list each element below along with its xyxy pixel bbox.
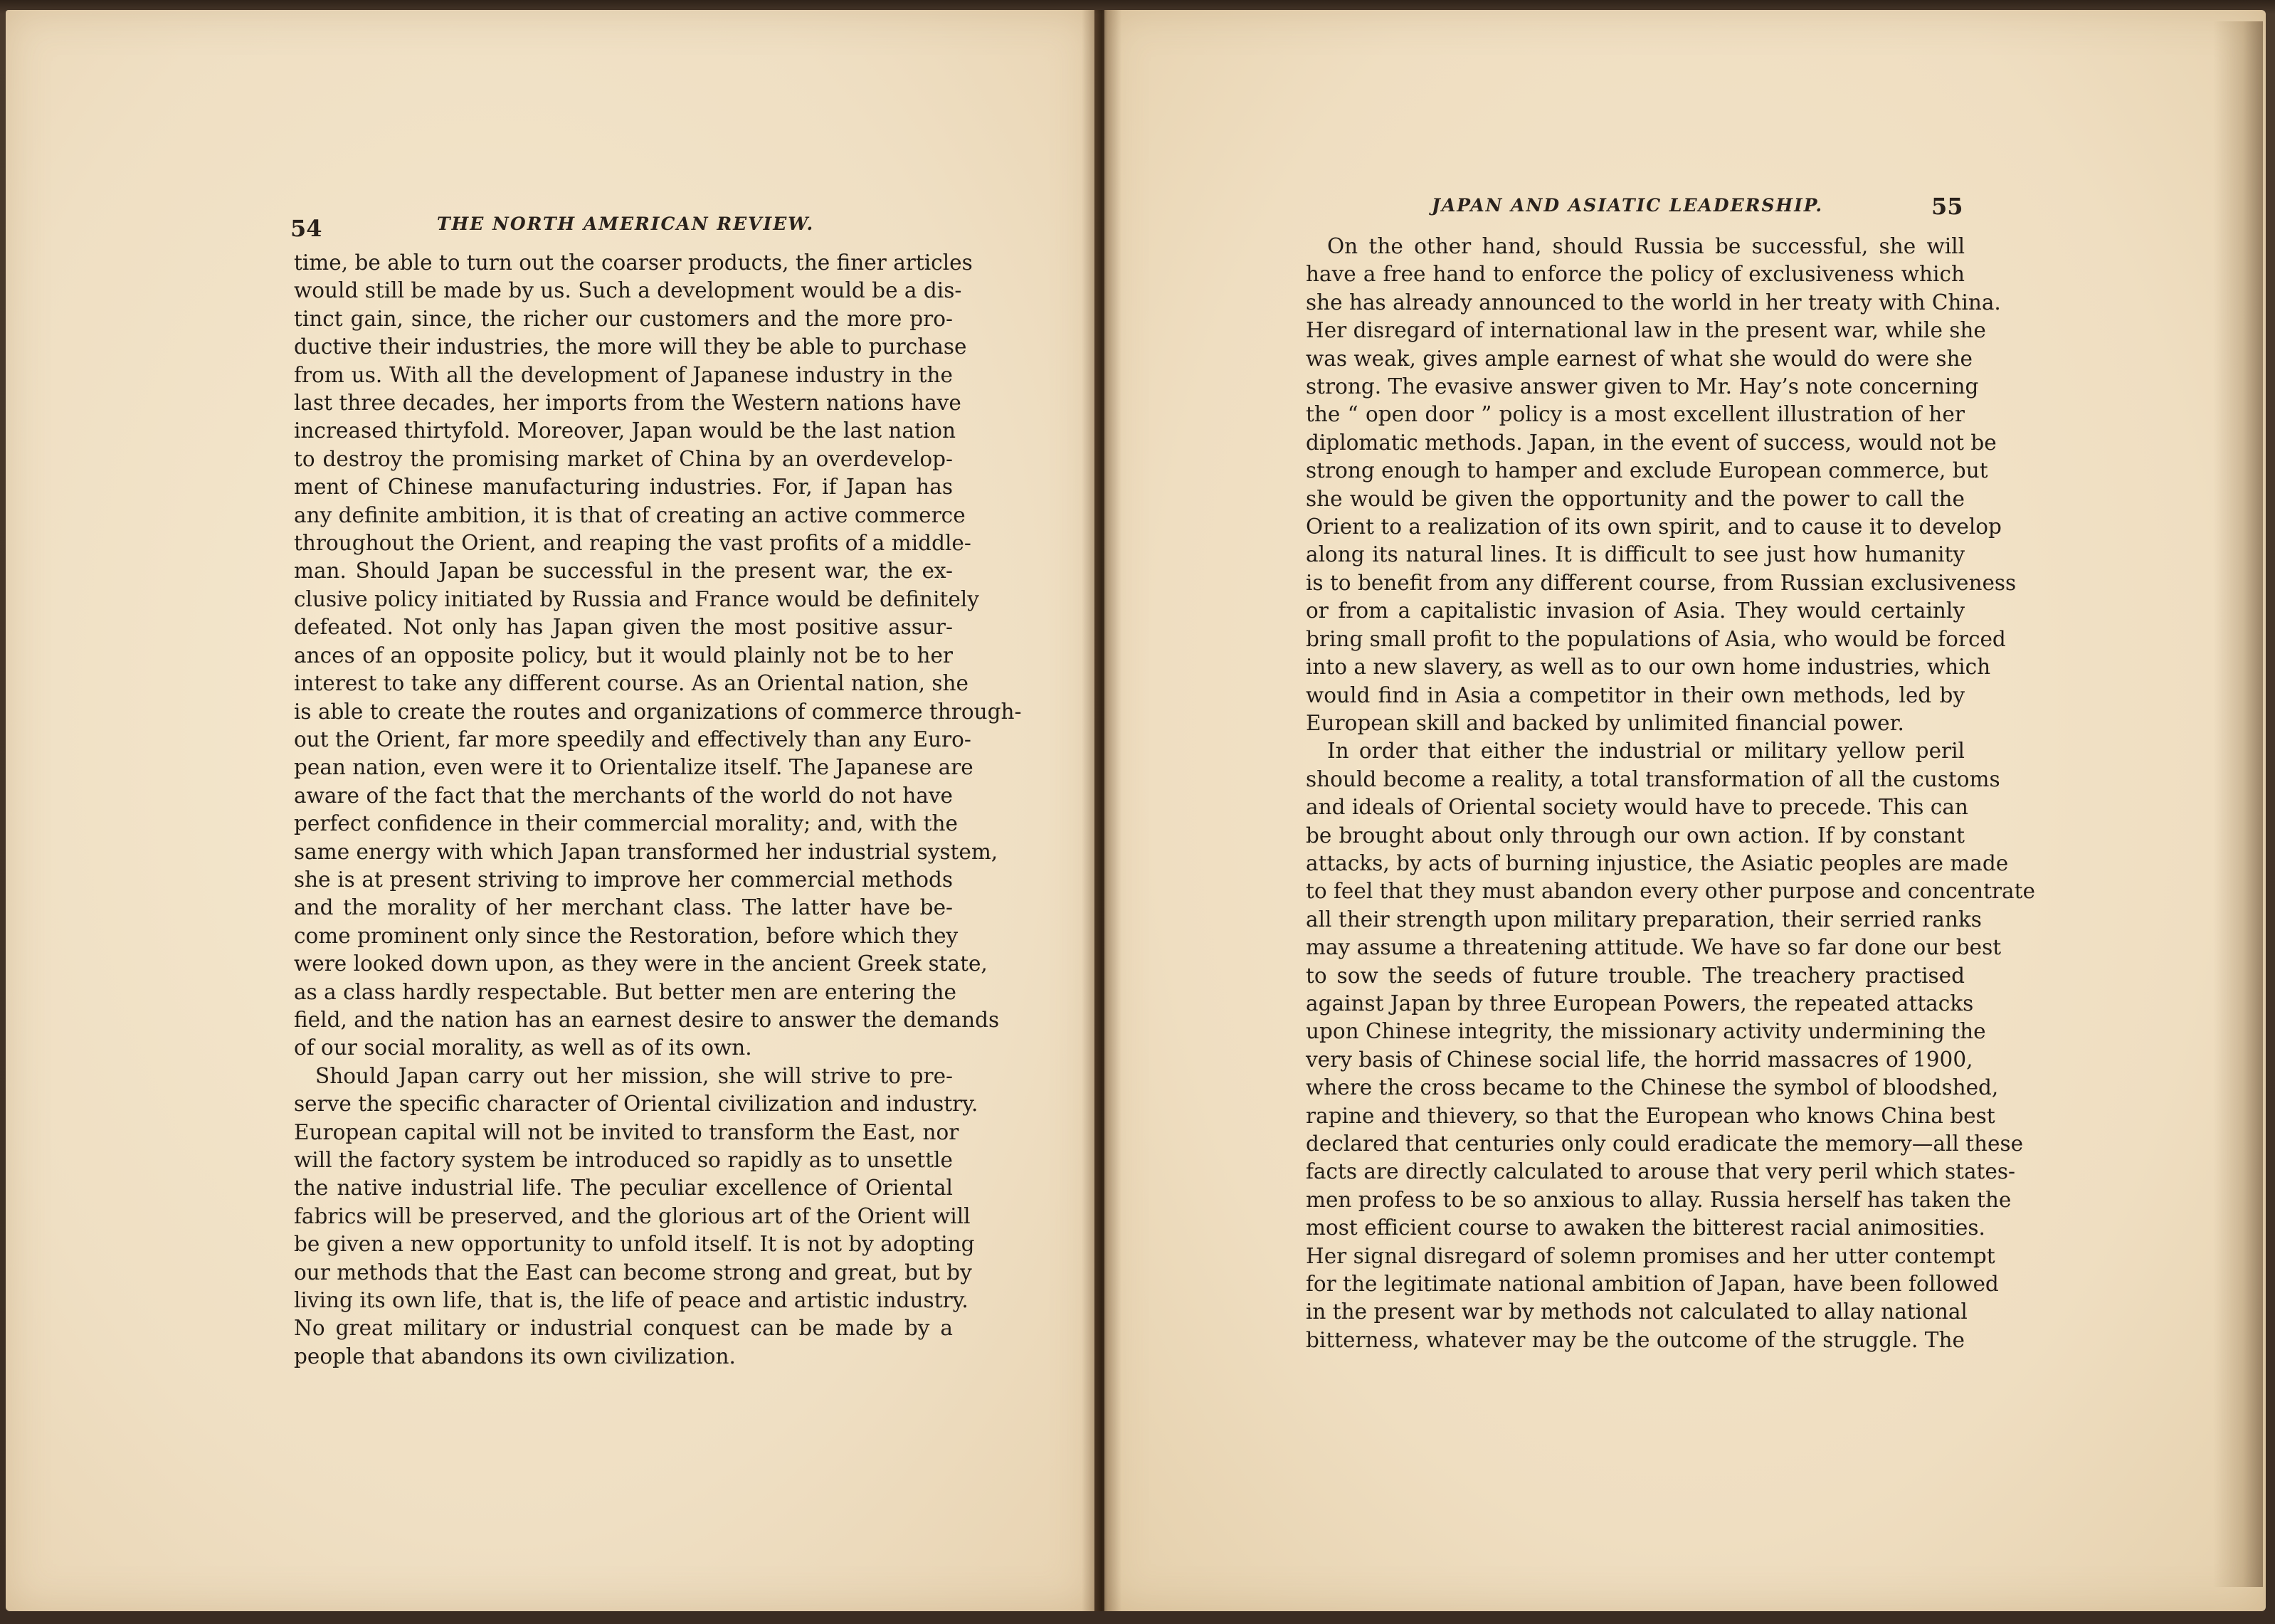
text-line: last three decades, her imports from the Western nations have <box>294 391 961 416</box>
text-line: would find in Asia a competitor in their own methods, led by <box>1306 682 1965 707</box>
text-line: for the legitimate national ambition of Japan, have been followed <box>1306 1272 1999 1297</box>
right-page-number: 55 <box>1931 193 1963 220</box>
text-line: was weak, gives ample earnest of what she would do were she <box>1306 346 1973 371</box>
text-line: Should Japan carry out her mission, she will strive to pre- <box>315 1063 953 1088</box>
text-line: would still be made by us. Such a development would be a dis- <box>294 278 962 303</box>
text-line: or from a capitalistic invasion of Asia. They would certainly <box>1306 599 1965 623</box>
text-line: aware of the fact that the merchants of the world do not have <box>294 783 953 808</box>
text-line: tinct gain, since, the richer our customers and the more pro- <box>294 306 953 331</box>
text-line: against Japan by three European Powers, the repeated attacks <box>1306 991 1974 1016</box>
text-line: rapine and thievery, so that the European who knows China best <box>1306 1103 1995 1128</box>
text-line: into a new slavery, as well as to our own home industries, which <box>1306 655 1991 680</box>
page-edge <box>2213 21 2263 1587</box>
text-line: to sow the seeds of future trouble. The treachery practised <box>1306 963 1965 988</box>
text-line: should become a reality, a total transformation of all the customs <box>1306 766 2000 791</box>
paragraph <box>294 249 1022 1063</box>
left-page-number: 54 <box>290 215 322 242</box>
text-line: to destroy the promising market of China by an overdevelop- <box>294 446 953 471</box>
text-line: most efficient course to awaken the bitterest racial animosities. <box>1306 1216 1985 1240</box>
paragraph <box>1306 233 2017 737</box>
text-line: perfect confidence in their commercial morality; and, with the <box>294 811 958 836</box>
text-line: field, and the nation has an earnest desire to answer the demands <box>294 1007 1000 1032</box>
text-line: same energy with which Japan transformed her industrial system, <box>294 839 998 864</box>
text-line: living its own life, that is, the life of peace and artistic industry. <box>294 1288 968 1313</box>
text-line: facts are directly calculated to arouse that very peril which states- <box>1306 1159 2015 1184</box>
text-line: serve the specific character of Oriental civilization and industry. <box>294 1092 978 1117</box>
text-line: the native industrial life. The peculiar excellence of Oriental <box>294 1176 953 1201</box>
text-line: all their strength upon military preparation, their serried ranks <box>1306 907 1982 932</box>
text-line: clusive policy initiated by Russia and France would be definitely <box>294 586 979 611</box>
text-line: interest to take any different course. As an Oriental nation, she <box>294 671 968 696</box>
text-line: increased thirtyfold. Moreover, Japan would be the last nation <box>294 418 956 443</box>
left-running-head: THE NORTH AMERICAN REVIEW. <box>437 213 815 234</box>
text-line: is to benefit from any different course, from Russian exclusiveness <box>1306 570 2017 595</box>
text-line: people that abandons its own civilization. <box>294 1344 736 1369</box>
text-line: from us. With all the development of Japanese industry in the <box>294 362 953 387</box>
text-line: Her signal disregard of solemn promises and her utter contempt <box>1306 1243 1995 1268</box>
text-line: and the morality of her merchant class. The latter have be- <box>294 895 953 920</box>
text-line: our methods that the East can become strong and great, but by <box>294 1260 972 1285</box>
text-line: she would be given the opportunity and the power to call the <box>1306 486 1965 511</box>
text-line: ment of Chinese manufacturing industries. For, if Japan has <box>294 475 953 500</box>
text-line: have a free hand to enforce the policy of exclusiveness which <box>1306 262 1965 287</box>
text-line: time, be able to turn out the coarser products, the finer articles <box>294 251 973 275</box>
text-line: fabrics will be preserved, and the glorious art of the Orient will <box>294 1203 971 1228</box>
text-line: any definite ambition, it is that of creating an active commerce <box>294 502 966 527</box>
paragraph <box>294 1063 978 1371</box>
text-line: were looked down upon, as they were in the ancient Greek state, <box>294 951 988 976</box>
book-gutter <box>1082 10 1121 1611</box>
text-line: men profess to be so anxious to allay. Russia herself has taken the <box>1306 1187 2012 1212</box>
text-line: diplomatic methods. Japan, in the event of success, would not be <box>1306 430 1997 455</box>
text-line: out the Orient, far more speedily and effectively than any Euro- <box>294 727 971 752</box>
text-line: along its natural lines. It is difficult to see just how humanity <box>1306 542 1965 567</box>
text-line: throughout the Orient, and reaping the vast profits of a middle- <box>294 531 971 556</box>
text-line: European capital will not be invited to transform the East, nor <box>294 1119 959 1144</box>
text-line: to feel that they must abandon every other purpose and concentrate <box>1306 879 2035 904</box>
text-line: ances of an opposite policy, but it would plainly not be to her <box>294 643 953 668</box>
text-line: come prominent only since the Restoration, before which they <box>294 923 959 948</box>
text-line: On the other hand, should Russia be successful, she will <box>1327 234 1965 258</box>
text-line: will the factory system be introduced so rapidly as to unsettle <box>294 1148 953 1172</box>
text-line: European skill and backed by unlimited financial power. <box>1306 710 1904 735</box>
left-page-text <box>294 249 1022 1371</box>
text-line: man. Should Japan be successful in the present war, the ex- <box>294 559 953 584</box>
text-line: defeated. Not only has Japan given the most positive assur- <box>294 615 953 640</box>
text-line: of our social morality, as well as of its own. <box>294 1035 752 1060</box>
text-line: as a class hardly respectable. But better men are entering the <box>294 979 956 1004</box>
text-line: is able to create the routes and organizations of commerce through- <box>294 699 1022 724</box>
text-line: bring small profit to the populations of Asia, who would be forced <box>1306 626 2006 651</box>
text-line: may assume a threatening attitude. We have so far done our best <box>1306 935 2002 960</box>
right-running-head: JAPAN AND ASIATIC LEADERSHIP. <box>1432 195 1824 216</box>
text-line: declared that centuries only could eradicate the memory—all these <box>1306 1132 2024 1156</box>
text-line: Her disregard of international law in the present war, while she <box>1306 318 1986 343</box>
text-line: very basis of Chinese social life, the horrid massacres of 1900, <box>1306 1047 1973 1072</box>
text-line: pean nation, even were it to Orientalize itself. The Japanese are <box>294 755 973 780</box>
text-line: she is at present striving to improve her commercial methods <box>294 867 953 892</box>
text-line: be given a new opportunity to unfold itself. It is not by adopting <box>294 1232 975 1257</box>
text-line: strong. The evasive answer given to Mr. Hay’s note concerning <box>1306 374 1979 399</box>
text-line: bitterness, whatever may be the outcome of the struggle. The <box>1306 1327 1965 1352</box>
text-line: strong enough to hamper and exclude European commerce, but <box>1306 458 1988 483</box>
right-page-text <box>1306 233 2035 1354</box>
text-line: ductive their industries, the more will they be able to purchase <box>294 334 967 359</box>
text-line: and ideals of Oriental society would have to precede. This can <box>1306 795 1968 820</box>
text-line: be brought about only through our own action. If by constant <box>1306 823 1965 848</box>
text-line: No great military or industrial conquest can be made by a <box>294 1316 953 1341</box>
text-line: she has already announced to the world in her treaty with China. <box>1306 290 2001 315</box>
text-line: attacks, by acts of burning injustice, the Asiatic peoples are made <box>1306 850 2009 875</box>
text-line: upon Chinese integrity, the missionary activity undermining the <box>1306 1019 1986 1044</box>
text-line: the “ open door ” policy is a most excellent illustration of her <box>1306 402 1965 427</box>
text-line: in the present war by methods not calculated to allay national <box>1306 1299 1968 1324</box>
text-line: Orient to a realization of its own spirit, and to cause it to develop <box>1306 515 2002 539</box>
text-line: where the cross became to the Chinese the symbol of bloodshed, <box>1306 1075 1999 1100</box>
text-line: In order that either the industrial or military yellow peril <box>1327 739 1965 764</box>
paragraph <box>1306 737 2035 1354</box>
